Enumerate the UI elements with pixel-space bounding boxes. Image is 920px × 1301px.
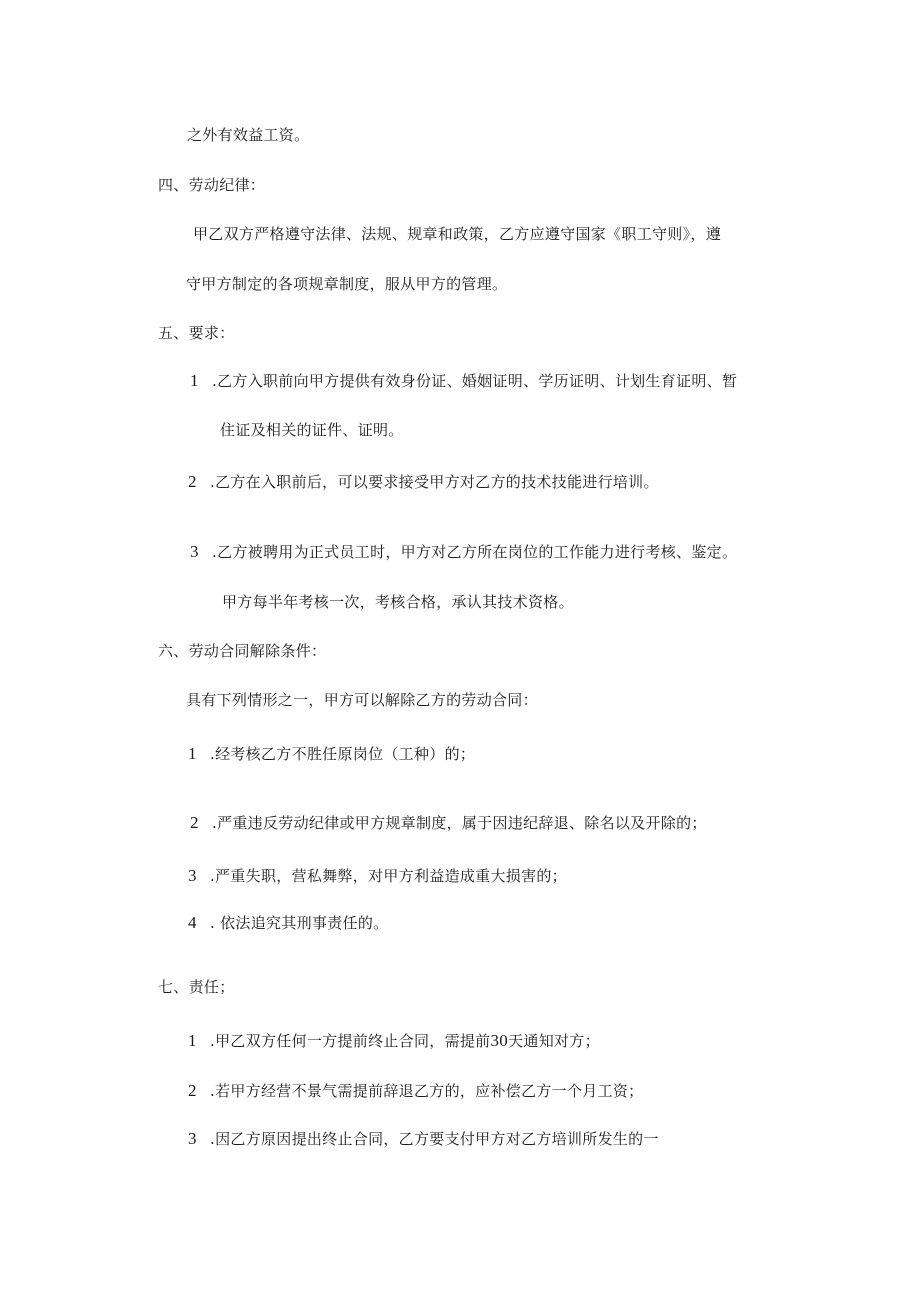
text: .严重失职，营私舞弊，对甲方利益造成重大损害的；: [210, 867, 567, 885]
text: 守甲方制定的各项规章制度，服从甲方的管理。: [186, 275, 508, 293]
text: 住证及相关的证件、证明。: [220, 421, 404, 439]
text: .严重违反劳动纪律或甲方规章制度，属于因违纪辞退、除名以及开除的；: [212, 814, 707, 832]
text: 之外有效益工资。: [187, 126, 310, 144]
list-number: 3: [188, 1129, 197, 1148]
text: .经考核乙方不胜任原岗位（工种）的；: [210, 745, 476, 763]
list-number: 2: [188, 1081, 197, 1100]
list-item: [188, 472, 659, 492]
paragraph-line: [220, 420, 404, 440]
list-item: [188, 1031, 600, 1051]
list-number: 1: [190, 371, 199, 390]
notice-days: 30: [490, 1031, 509, 1050]
section-heading-labor-discipline: [158, 175, 265, 195]
section-heading-contract-termination: [158, 641, 326, 661]
paragraph-line: [187, 125, 309, 145]
paragraph-line: [222, 592, 574, 612]
text: 天通知对方；: [508, 1032, 600, 1050]
text: .乙方被聘用为正式员工时，甲方对乙方所在岗位的工作能力进行考核、鉴定。: [212, 543, 738, 561]
text: . 依法追究其刑事责任的。: [210, 914, 389, 932]
list-item: [190, 542, 737, 562]
list-item: [188, 1129, 659, 1149]
text: 五、要求：: [158, 324, 235, 342]
list-item: [190, 371, 737, 391]
text: 甲乙双方严格遵守法律、法规、规章和政策，乙方应遵守国家《职工守则》，遵: [193, 225, 722, 243]
list-number: 3: [190, 542, 199, 561]
text: 具有下列情形之一，甲方可以解除乙方的劳动合同：: [186, 691, 538, 709]
text: .乙方在入职前后，可以要求接受甲方对乙方的技术技能进行培训。: [210, 473, 659, 491]
paragraph-line: [186, 690, 538, 710]
list-item: [190, 813, 707, 833]
text: 六、劳动合同解除条件：: [158, 642, 327, 660]
text: .若甲方经营不景气需提前辞退乙方的，应补偿乙方一个月工资；: [210, 1082, 644, 1100]
text: .乙方入职前向甲方提供有效身份证、婚姻证明、学历证明、计划生育证明、暂: [212, 372, 738, 390]
list-number: 2: [190, 813, 199, 832]
text: 四、劳动纪律：: [158, 176, 266, 194]
section-heading-requirements: [158, 323, 235, 343]
text: .因乙方原因提出终止合同，乙方要支付甲方对乙方培训所发生的一: [210, 1130, 659, 1148]
list-number: 4: [188, 913, 197, 932]
list-number: 2: [188, 472, 197, 491]
text: 七、责任；: [158, 978, 235, 996]
paragraph-line: [193, 224, 721, 244]
list-number: 1: [188, 1031, 197, 1050]
section-heading-responsibility: [158, 977, 235, 997]
list-number: 1: [188, 744, 197, 763]
text: .甲乙双方任何一方提前终止合同，需提前: [210, 1032, 491, 1050]
list-item: [188, 1081, 643, 1101]
paragraph-line: [186, 274, 507, 294]
list-item: [188, 866, 567, 886]
list-number: 3: [188, 866, 197, 885]
text: 甲方每半年考核一次，考核合格，承认其技术资格。: [222, 593, 574, 611]
list-item: [188, 913, 388, 933]
list-item: [188, 744, 475, 764]
